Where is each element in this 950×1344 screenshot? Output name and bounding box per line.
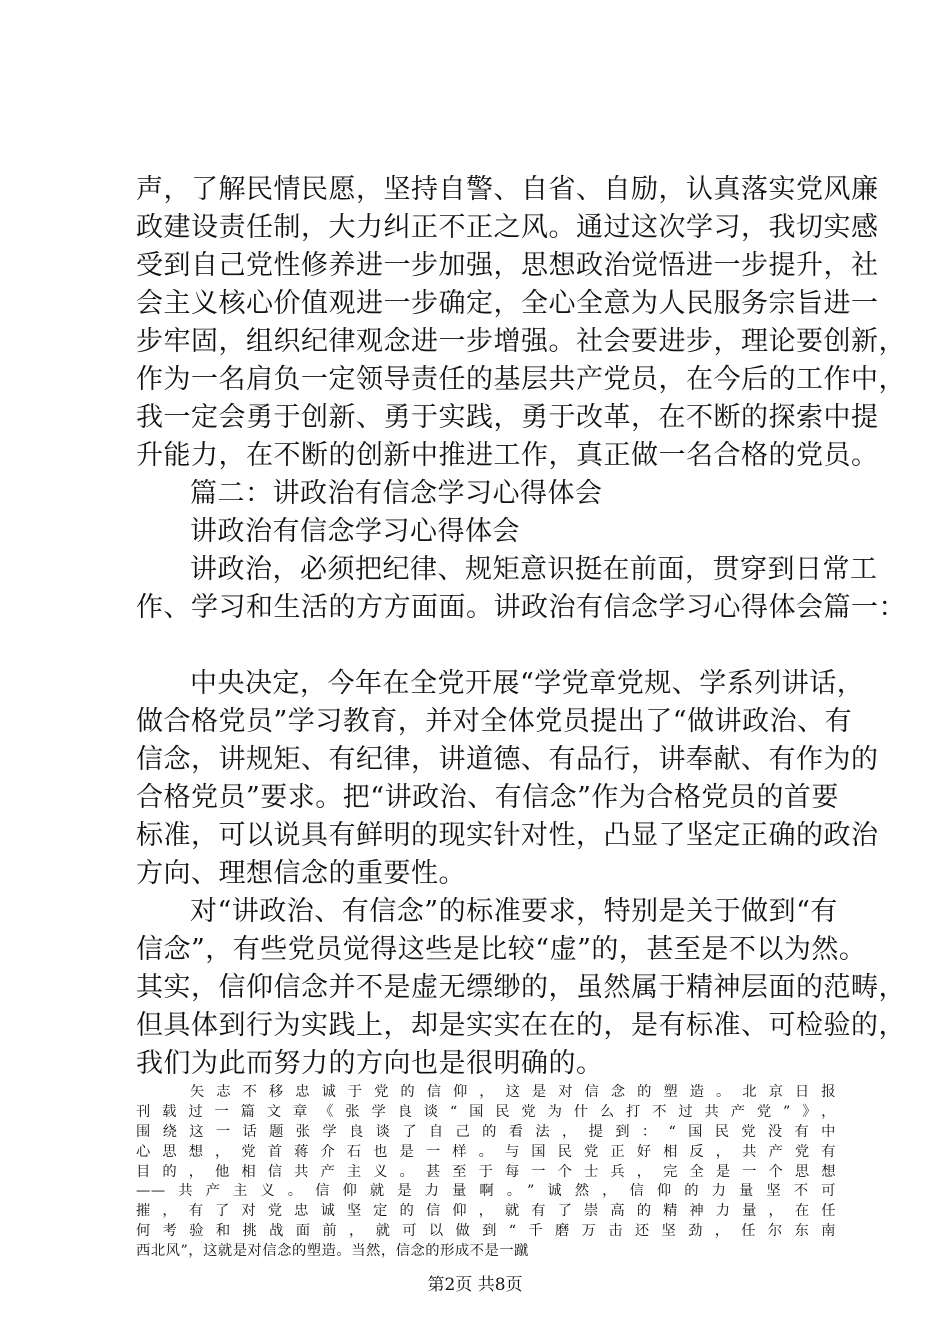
text-line: 我一定会勇于创新、勇于实践，勇于改革，在不断的探索中提 — [136, 402, 879, 433]
text-line: 矢志不移忠诚于党的信仰，这是对信念的塑造。北京日报 — [190, 1084, 836, 1100]
text-line: ——共产主义。信仰就是力量啊。”诚然，信仰的力量坚不可 — [136, 1183, 836, 1200]
section-heading: 篇二：讲政治有信念学习心得体会 — [190, 478, 603, 509]
text-line: 合格党员”要求。把“讲政治、有信念”作为合格党员的首要 — [136, 782, 839, 813]
text-line: 声，了解民情民愿，坚持自警、自省、自励，认真落实党风廉 — [136, 174, 879, 205]
text-line: 会主义核心价值观进一步确定，全心全意为人民服务宗旨进一 — [136, 288, 879, 319]
text-line: 信念”，有些党员觉得这些是比较“虚”的，甚至是不以为然。 — [136, 934, 867, 965]
text-line: 西北风”，这就是对信念的塑造。当然，信念的形成不是一蹴 — [136, 1243, 529, 1260]
text-line: 讲政治，必须把纪律、规矩意识挺在前面，贯穿到日常工 — [190, 554, 878, 585]
text-line: 刊载过一篇文章《张学良谈“国民党为什么打不过共产党”》， — [136, 1103, 836, 1120]
text-line: 方向、理想信念的重要性。 — [136, 858, 466, 889]
text-line: 政建设责任制，大力纠正不正之风。通过这次学习，我切实感 — [136, 212, 879, 243]
text-line: 但具体到行为实践上，却是实实在在的，是有标准、可检验的， — [136, 1010, 906, 1041]
text-line: 作为一名肩负一定领导责任的基层共产党员，在今后的工作中， — [136, 364, 906, 395]
text-line: 我们为此而努力的方向也是很明确的。 — [136, 1048, 604, 1079]
text-line: 标准，可以说具有鲜明的现实针对性，凸显了坚定正确的政治 — [136, 820, 879, 851]
text-line: 围绕这一话题张学良谈了自己的看法，提到：“国民党没有中 — [136, 1123, 836, 1140]
text-line: 步牢固，组织纪律观念进一步增强。社会要进步，理论要创新， — [136, 326, 906, 357]
text-line: 心思想，党首蒋介石也是一样。与国民党正好相反，共产党有 — [136, 1143, 836, 1160]
text-line: 升能力，在不断的创新中推进工作，真正做一名合格的党员。 — [136, 440, 879, 471]
text-line: 做合格党员”学习教育，并对全体党员提出了“做讲政治、有 — [136, 706, 853, 737]
text-line: 信念，讲规矩、有纪律，讲道德、有品行，讲奉献、有作为的 — [136, 744, 879, 775]
text-line: 目的，他相信共产主义。甚至于每一个士兵，完全是一个思想 — [136, 1163, 836, 1180]
text-line: 其实，信仰信念并不是虚无缥缈的，虽然属于精神层面的范畴， — [136, 972, 906, 1003]
text-line: 摧，有了对党忠诚坚定的信仰，就有了崇高的精神力量，在任 — [136, 1203, 836, 1220]
text-line: 作、学习和生活的方方面面。讲政治有信念学习心得体会篇一： — [136, 592, 906, 623]
text-line: 中央决定，今年在全党开展“学党章党规、学系列讲话， — [190, 668, 865, 699]
article-title: 讲政治有信念学习心得体会 — [190, 516, 520, 547]
text-line: 受到自己党性修养进一步加强，思想政治觉悟进一步提升，社 — [136, 250, 879, 281]
text-line: 何考验和挑战面前，就可以做到“千磨万击还坚劲，任尔东南 — [136, 1223, 836, 1240]
page-footer: 第2页 共8页 — [427, 1275, 523, 1295]
text-line: 对“讲政治、有信念”的标准要求，特别是关于做到“有 — [190, 896, 838, 927]
